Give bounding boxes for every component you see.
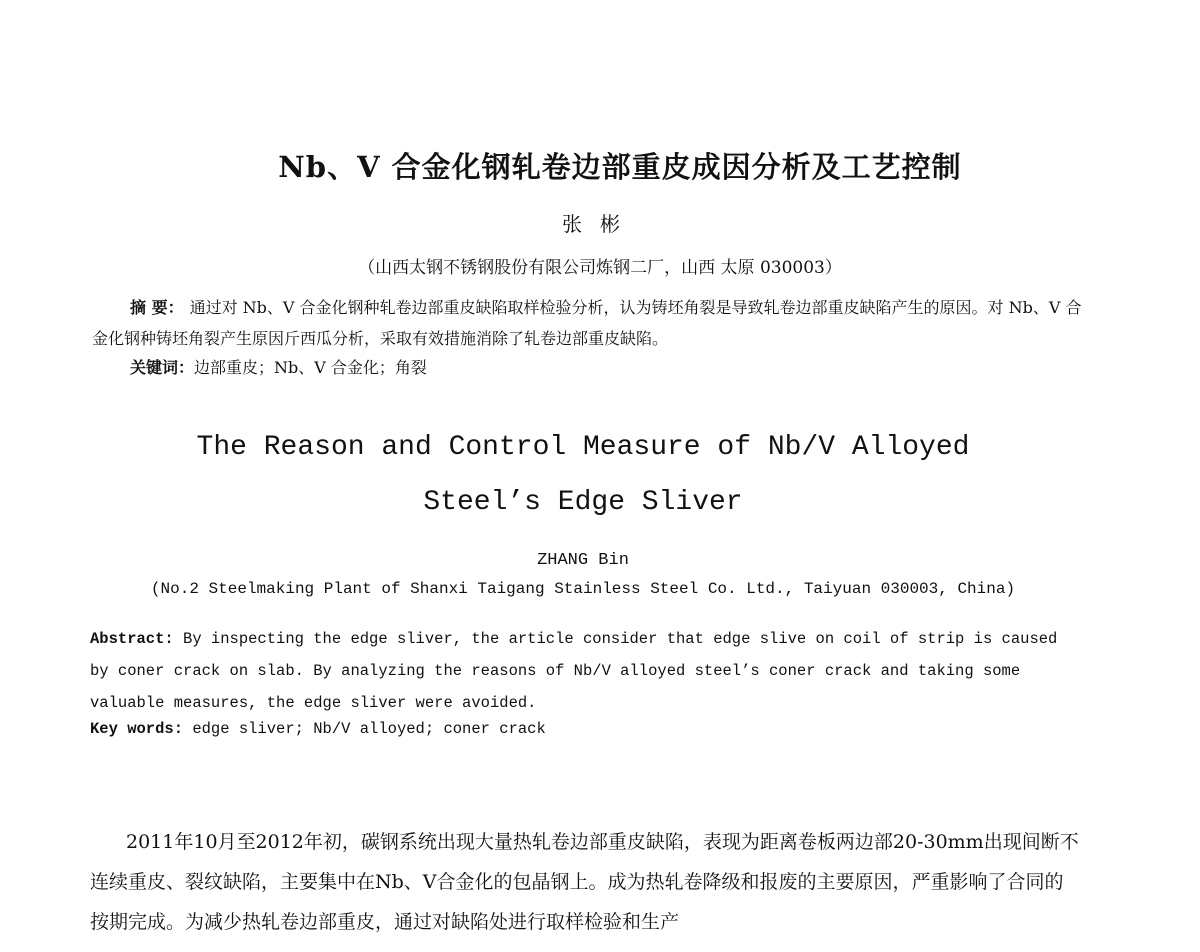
keywords-label-en: Key words:: [90, 720, 184, 738]
keywords-en: [90, 720, 546, 738]
abstract-zh: [92, 292, 1082, 354]
affiliation-zh: （山西太钢不锈钢股份有限公司炼钢二厂，山西 太原 030003）: [358, 258, 842, 278]
body-paragraph: 2011年10月至2012年初，碳钢系统出现大量热轧卷边部重皮缺陷，表现为距离卷板两边部20-30mm出现间断不连续重皮、裂纹缺陷，主要集中在Nb、V合金化的包晶钢上。成为热轧卷降级和报废的主要原因，严重影响了合同的按期完成。为减少热轧卷边部重皮，通过对缺陷处进行取样检验和生产: [90, 831, 1079, 933]
abstract-text-en: By inspecting the edge sliver, the article consider that edge slive on coil of strip is caused by coner crack on slab. By analyzing the reasons of Nb/V alloyed steel’s coner crack and taking some valuable measures, the edge sliver were avoided.: [90, 630, 1067, 712]
keywords-zh: [130, 355, 427, 378]
author-en: ZHANG Bin: [537, 551, 629, 570]
affiliation-en: (No.2 Steelmaking Plant of Shanxi Taigang Stainless Steel Co. Ltd., Taiyuan 030003, China): [150, 580, 1016, 598]
keywords-text-zh: 边部重皮；Nb、V 合金化；角裂: [194, 358, 427, 377]
paper-title-en-line2: Steel’s Edge Sliver: [423, 487, 743, 518]
body-section: [90, 822, 1080, 942]
author-zh: 张彬: [562, 212, 638, 236]
abstract-en: [90, 623, 1080, 719]
keywords-label-zh: 关键词：: [130, 358, 195, 377]
abstract-label-zh: 摘 要：: [130, 298, 184, 317]
paper-title-zh: Nb、V 合金化钢轧卷边部重皮成因分析及工艺控制: [278, 150, 962, 184]
abstract-text-zh: 通过对 Nb、V 合金化钢种轧卷边部重皮缺陷取样检验分析，认为铸坯角裂是导致轧卷边部重皮缺陷产生的原因。对 Nb、V 合金化钢种铸坯角裂产生原因斤西瓜分析，采取有效措施消除了轧卷边部重皮缺陷。: [92, 298, 1082, 348]
keywords-text-en: edge sliver; Nb/V alloyed; coner crack: [183, 720, 546, 738]
paper-title-en-line1: The Reason and Control Measure of Nb/V Alloyed: [196, 432, 970, 463]
abstract-label-en: Abstract:: [90, 630, 174, 648]
